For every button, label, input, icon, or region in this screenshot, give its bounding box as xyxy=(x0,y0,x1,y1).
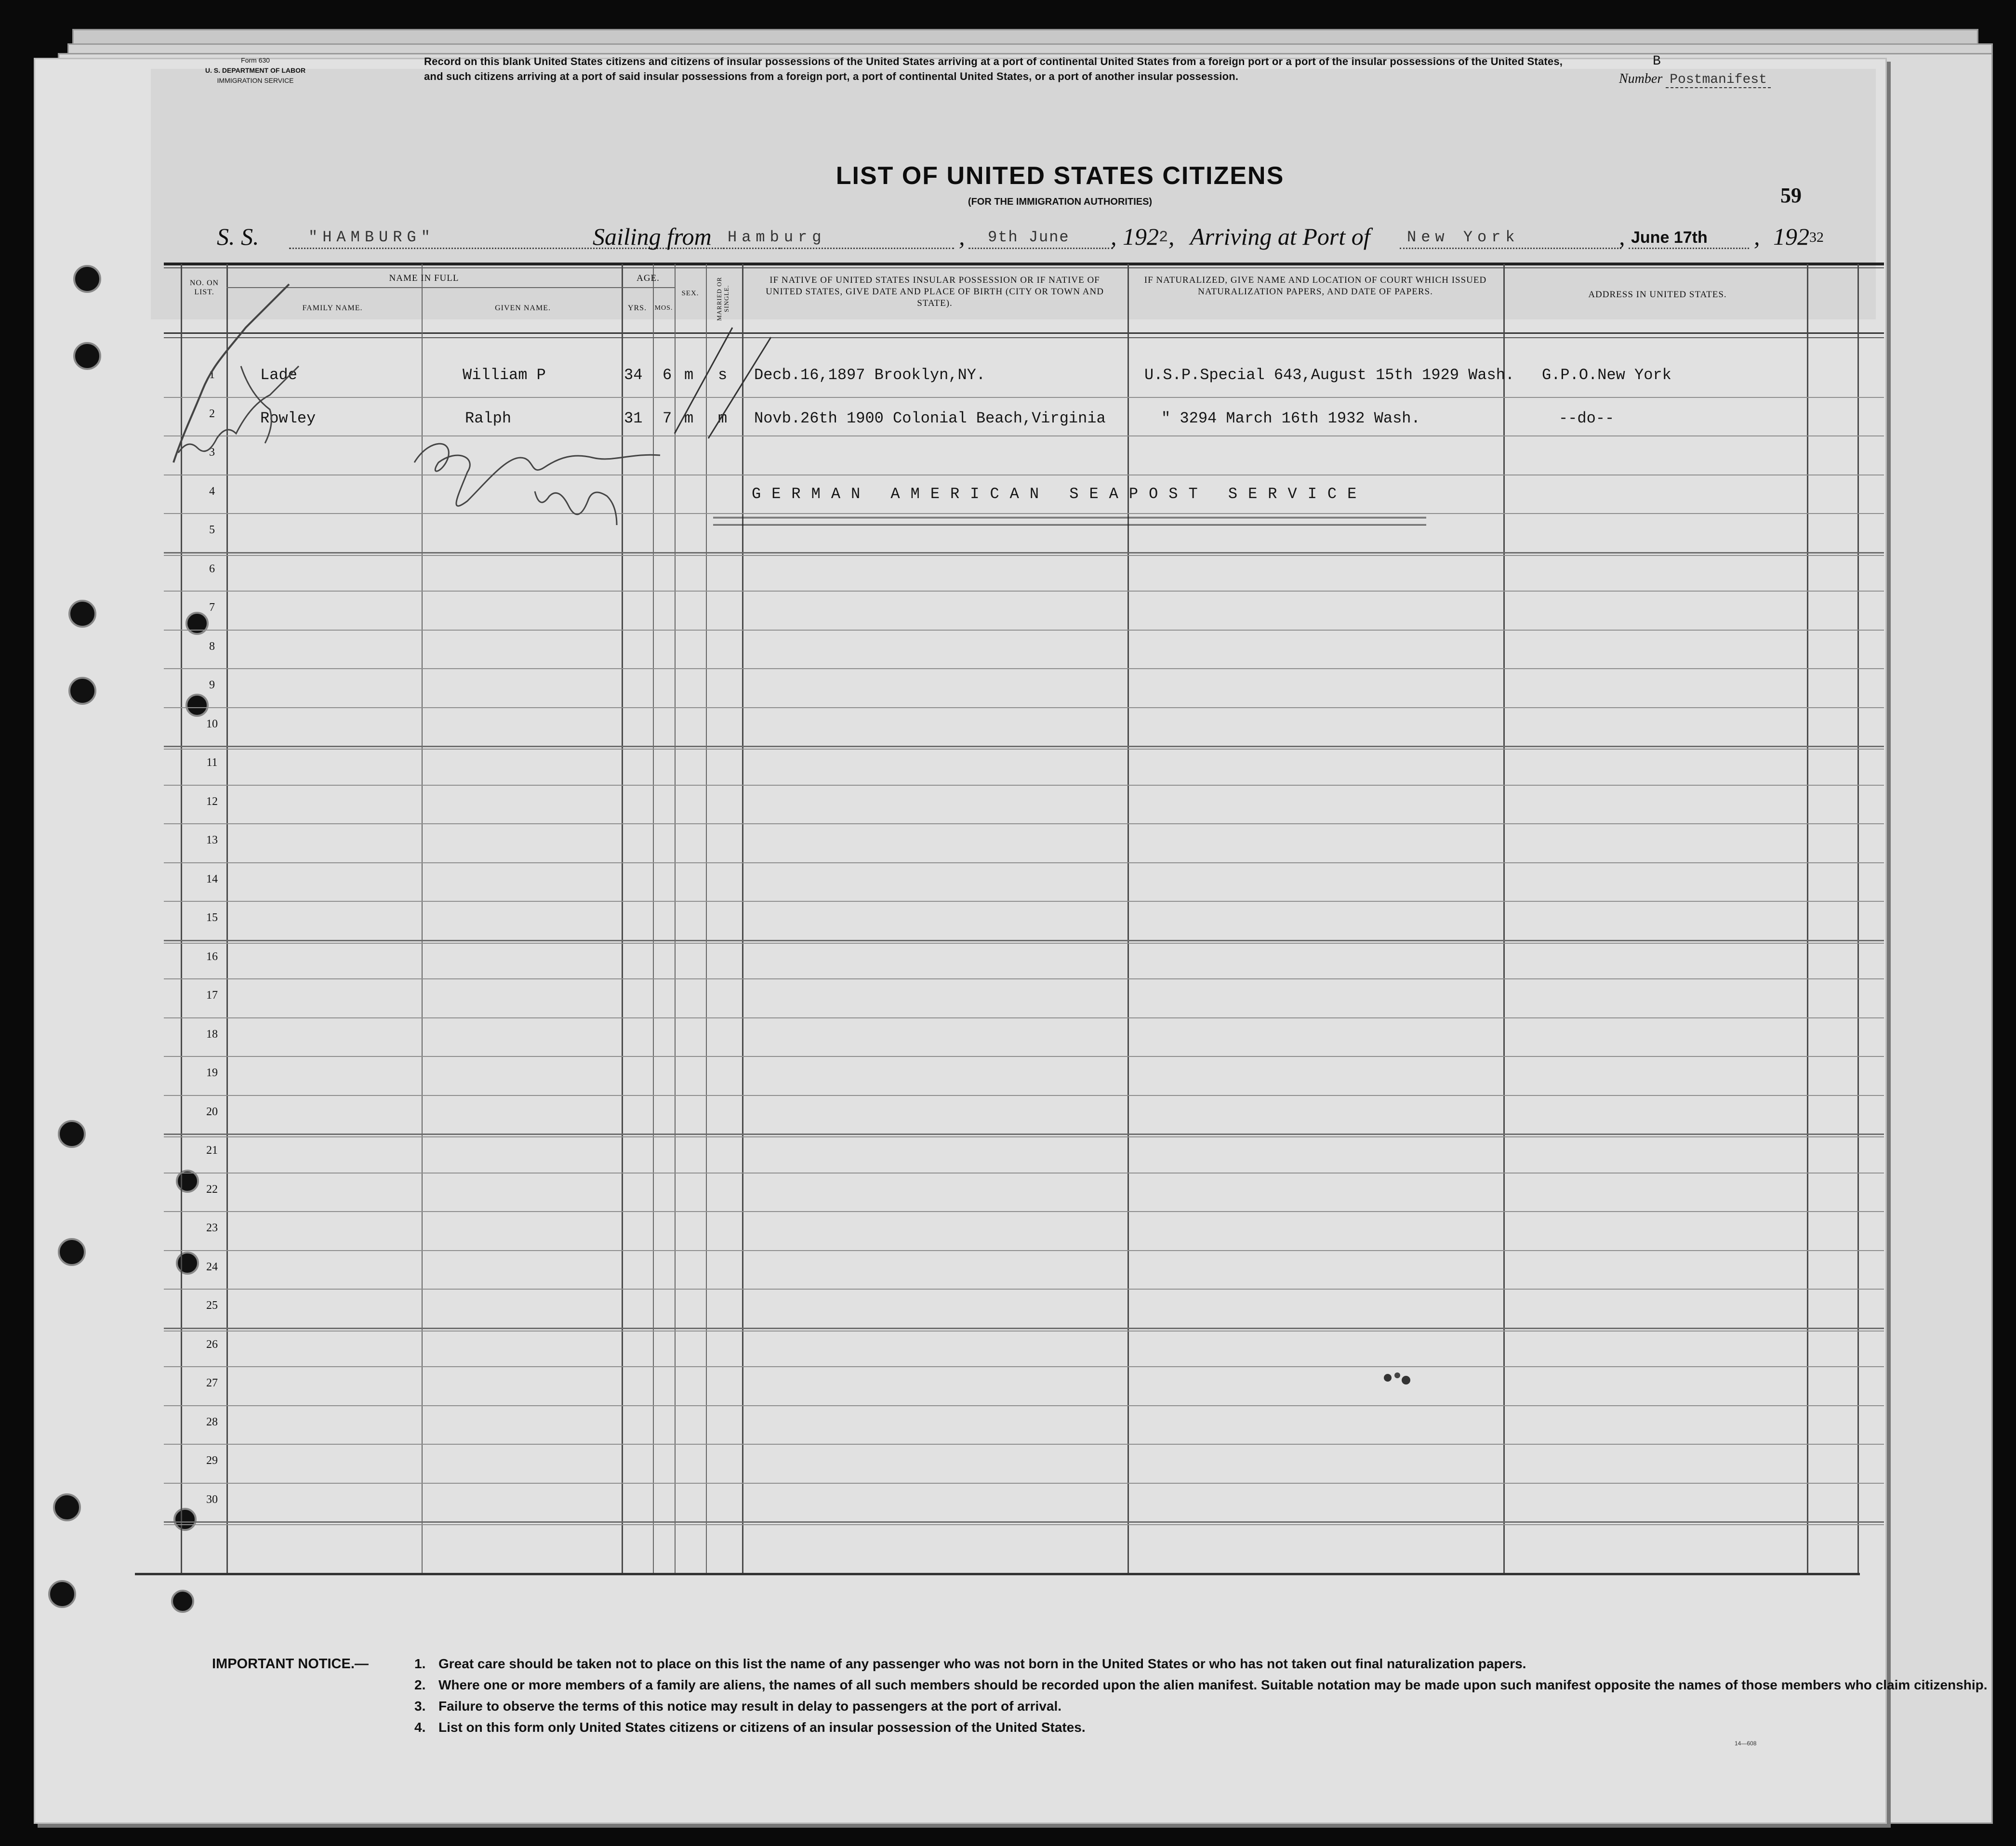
row-rule xyxy=(164,978,1884,979)
row-rule xyxy=(164,1056,1884,1057)
row-1-given-name: William P xyxy=(463,366,546,384)
row-number: 22 xyxy=(206,1183,218,1196)
row-rule xyxy=(164,1211,1884,1212)
row-rule xyxy=(164,1444,1884,1445)
header-married: MARRIED OR SINGLE. xyxy=(716,277,730,321)
service-name: IMMIGRATION SERVICE xyxy=(217,77,294,84)
year-suffix: 32 xyxy=(1809,229,1824,245)
service-note-rule xyxy=(713,517,1426,526)
row-1-years: 34 xyxy=(624,366,643,384)
row-rule xyxy=(164,552,1884,554)
row-rule xyxy=(164,1017,1884,1018)
row-1-months: 6 xyxy=(663,366,672,384)
row-rule xyxy=(164,1405,1884,1406)
row-rule xyxy=(164,1483,1884,1484)
row-2-address: --do-- xyxy=(1559,409,1615,427)
header-no: NO. ON LIST. xyxy=(189,279,219,296)
year-suffix: 2 xyxy=(1159,228,1168,246)
number-label: Number xyxy=(1619,71,1663,86)
row-number: 27 xyxy=(206,1377,218,1389)
row-number: 5 xyxy=(209,524,215,536)
page-title: LIST OF UNITED STATES CITIZENS xyxy=(836,162,1285,190)
row-rule xyxy=(164,1134,1884,1135)
row-rule xyxy=(164,591,1884,592)
row-number: 28 xyxy=(206,1415,218,1428)
row-number: 26 xyxy=(206,1338,218,1351)
punch-hole-icon xyxy=(73,265,101,293)
header-mos: MOS. xyxy=(654,304,673,312)
punch-hole-icon xyxy=(58,1238,86,1266)
column-divider xyxy=(706,264,707,1574)
year-prefix: 192 xyxy=(1123,223,1159,250)
row-number: 11 xyxy=(206,756,218,769)
row-rule xyxy=(164,1331,1884,1332)
row-rule xyxy=(164,707,1884,708)
service-note: GERMAN AMERICAN SEAPOST SERVICE xyxy=(752,485,1367,503)
row-number: 21 xyxy=(206,1144,218,1157)
from-port: Hamburg xyxy=(728,228,826,246)
department-name: U. S. DEPARTMENT OF LABOR xyxy=(205,66,306,74)
number-value: Postmanifest xyxy=(1666,72,1771,88)
row-2-months: 7 xyxy=(663,409,672,427)
punch-hole-icon xyxy=(186,694,209,717)
punch-hole-icon xyxy=(171,1590,194,1613)
row-rule xyxy=(164,823,1884,824)
header-birth: IF NATIVE OF UNITED STATES INSULAR POSSESSION OR IF NATIVE OF UNITED STATES, GIVE DATE AND PLACE OF BIRTH (CITY OR TOWN AND STATE). xyxy=(766,275,1104,308)
row-number: 1 xyxy=(209,369,215,381)
row-rule xyxy=(164,1289,1884,1290)
column-divider xyxy=(742,264,743,1574)
row-number: 2 xyxy=(209,407,215,420)
row-rule xyxy=(164,630,1884,631)
intro-text: Record on this blank United States citizens and citizens of insular possessions of the United States arriving at a port of continental United States from a foreign port or a port of the insular possessions of the United States, and such citizens arriving at a port of said insular possessions from a foreign port, a port of continental United States, or a port of another insular possession. xyxy=(424,55,1563,82)
notice-item: 3. Failure to observe the terms of this notice may result in delay to passengers at the port of arrival. xyxy=(414,1699,1062,1714)
form-code: 14—608 xyxy=(1735,1740,1757,1747)
header-given-name: GIVEN NAME. xyxy=(495,304,551,312)
punch-hole-icon xyxy=(173,1508,197,1531)
punch-hole-icon xyxy=(186,612,209,635)
row-number: 16 xyxy=(206,950,218,963)
punch-hole-icon xyxy=(68,677,96,705)
notice-item: 4. List on this form only United States citizens or citizens of an insular possession of the United States. xyxy=(414,1720,1086,1735)
notice-item: 1. Great care should be taken not to place on this list the name of any passenger who was not born in the United States or who has not taken out final naturalization papers. xyxy=(414,1656,1526,1671)
row-rule xyxy=(164,397,1884,398)
arrival-date: June 17th xyxy=(1631,228,1708,247)
column-divider xyxy=(1857,264,1859,1574)
row-rule xyxy=(164,901,1884,902)
row-rule xyxy=(164,1524,1884,1525)
row-2-family-name: Rowley xyxy=(260,409,316,427)
row-rule xyxy=(164,940,1884,941)
row-1-sex: m xyxy=(684,366,694,384)
punch-hole-icon xyxy=(73,342,101,370)
row-rule xyxy=(164,785,1884,786)
punch-hole-icon xyxy=(58,1120,86,1148)
row-number: 13 xyxy=(206,834,218,846)
header-naturalized: IF NATURALIZED, GIVE NAME AND LOCATION OF COURT WHICH ISSUED NATURALIZATION PAPERS, AND DATE OF PAPERS. xyxy=(1144,275,1487,297)
row-rule xyxy=(164,1366,1884,1367)
row-2-birth: Novb.26th 1900 Colonial Beach,Virginia xyxy=(754,409,1106,427)
notice-lead: IMPORTANT NOTICE.— xyxy=(212,1656,369,1672)
row-1-family-name: Lade xyxy=(260,366,297,384)
check-mark-icon xyxy=(665,318,781,443)
row-number: 4 xyxy=(209,485,215,498)
ship-name: "HAMBURG" xyxy=(308,228,435,246)
row-number: 30 xyxy=(206,1493,218,1506)
sail-date: 9th June xyxy=(988,228,1070,246)
row-number: 23 xyxy=(206,1222,218,1234)
row-1-married: s xyxy=(718,366,728,384)
ink-blot-icon xyxy=(1378,1363,1417,1392)
row-rule xyxy=(164,668,1884,669)
row-2-given-name: Ralph xyxy=(465,409,512,427)
row-rule xyxy=(164,1095,1884,1096)
punch-hole-icon xyxy=(53,1493,81,1521)
row-rule xyxy=(164,943,1884,944)
age-subheader-rule xyxy=(622,287,675,288)
row-number: 7 xyxy=(209,601,215,614)
row-2-married: m xyxy=(718,409,728,427)
row-2-years: 31 xyxy=(624,409,643,427)
header-name-in-full: NAME IN FULL xyxy=(389,273,459,283)
row-number: 3 xyxy=(209,446,215,459)
page-number: 59 xyxy=(1780,184,1802,207)
row-rule xyxy=(164,749,1884,750)
ss-label: S. S. xyxy=(217,223,259,250)
row-rule xyxy=(164,1328,1884,1329)
row-number: 14 xyxy=(206,872,218,885)
header-age: AGE. xyxy=(637,273,660,283)
row-number: 9 xyxy=(209,679,215,691)
row-rule xyxy=(164,1173,1884,1174)
row-number: 24 xyxy=(206,1260,218,1273)
header-address: ADDRESS IN UNITED STATES. xyxy=(1588,290,1727,300)
sailing-label: Sailing from xyxy=(593,223,712,250)
arriving-label: Arriving at Port of xyxy=(1190,223,1370,250)
page-subtitle: (FOR THE IMMIGRATION AUTHORITIES) xyxy=(968,197,1153,207)
row-number: 19 xyxy=(206,1067,218,1079)
punch-hole-icon xyxy=(68,600,96,628)
row-1-address: G.P.O.New York xyxy=(1542,366,1671,384)
row-rule xyxy=(164,1136,1884,1137)
table-bottom-rule xyxy=(135,1573,1860,1575)
handwritten-annotation-icon xyxy=(164,270,337,472)
number-field xyxy=(1619,71,1771,87)
row-1-naturalized: U.S.P.Special 643,August 15th 1929 Wash. xyxy=(1144,366,1515,384)
row-2-naturalized: " 3294 March 16th 1932 Wash. xyxy=(1161,409,1420,427)
column-divider xyxy=(1807,264,1808,1574)
column-divider xyxy=(1127,264,1129,1574)
voyage-line: S. S. "HAMBURG" Sailing from Hamburg , 9th June , 192 2 , Arriving at Port of New York , June 17th , 192 32 xyxy=(217,223,1824,250)
punch-hole-icon xyxy=(48,1580,76,1608)
row-number: 20 xyxy=(206,1105,218,1118)
row-number: 18 xyxy=(206,1028,218,1041)
form-identification xyxy=(145,55,366,86)
handwritten-signature-icon xyxy=(410,429,699,535)
row-rule xyxy=(164,746,1884,747)
notice-item: 2. Where one or more members of a family are aliens, the names of all such members should be recorded upon the alien manifest. Suitable notation may be made upon such manifest opposite the names of those members who claim citizenship. xyxy=(414,1677,1988,1692)
row-number: 12 xyxy=(206,795,218,808)
row-number: 25 xyxy=(206,1299,218,1312)
row-number: 15 xyxy=(206,911,218,924)
row-rule xyxy=(164,862,1884,863)
header-family-name: FAMILY NAME. xyxy=(302,304,363,312)
row-rule xyxy=(164,1250,1884,1251)
year-prefix: 192 xyxy=(1773,223,1809,250)
row-rule xyxy=(164,1521,1884,1523)
row-number: 17 xyxy=(206,989,218,1002)
row-number: 10 xyxy=(206,717,218,730)
number-letter: B xyxy=(1653,54,1661,69)
header-yrs: YRS. xyxy=(627,304,647,312)
row-2-sex: m xyxy=(684,409,694,427)
header-sex: SEX. xyxy=(681,290,699,297)
row-rule xyxy=(164,555,1884,556)
column-divider xyxy=(1503,264,1505,1574)
row-number: 6 xyxy=(209,562,215,575)
row-number: 29 xyxy=(206,1454,218,1467)
row-1-birth: Decb.16,1897 Brooklyn,NY. xyxy=(754,366,986,384)
arrival-port: New York xyxy=(1407,228,1520,246)
form-number: Form 630 xyxy=(241,56,270,64)
row-number: 8 xyxy=(209,640,215,653)
